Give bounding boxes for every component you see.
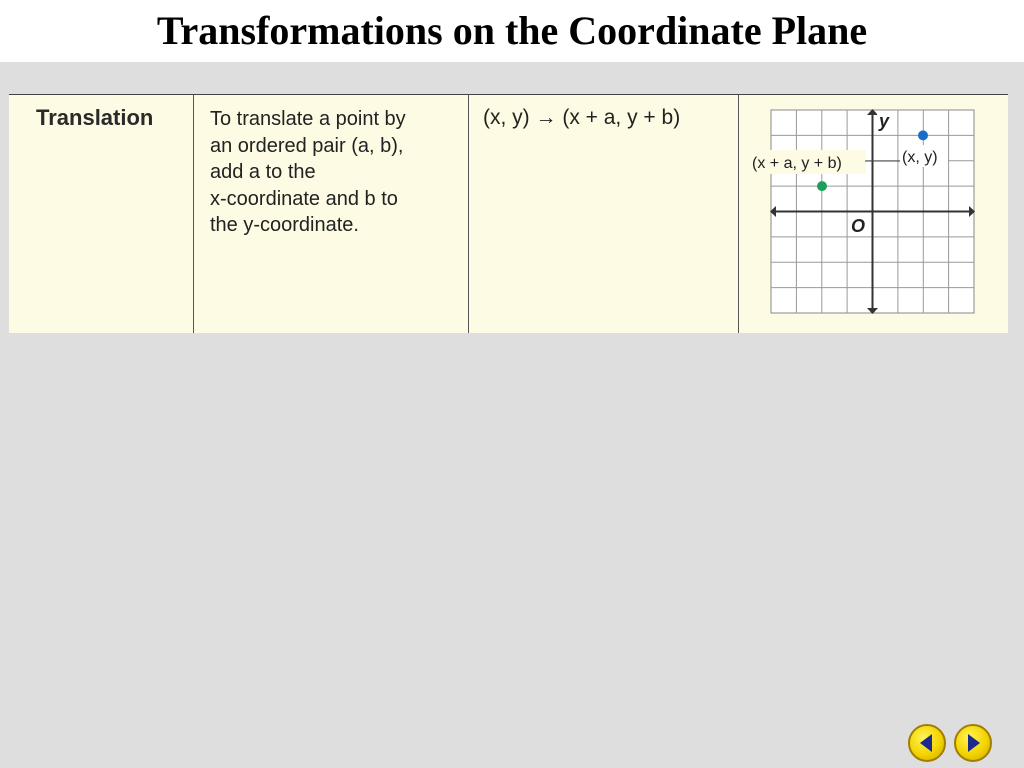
term-label: Translation — [36, 105, 154, 130]
description-cell — [194, 95, 469, 333]
description-line: an ordered pair (a, b), — [210, 134, 404, 157]
description-line: add a to the — [210, 161, 316, 183]
description-line: x-coordinate and b to — [210, 187, 398, 210]
original-point-label: (x, y) — [902, 149, 938, 166]
description-line: To translate a point by — [210, 108, 406, 130]
rule-cell — [469, 95, 739, 333]
arrow-right-icon — [956, 726, 990, 760]
y-axis-label: y — [879, 111, 890, 131]
coordinate-graph — [740, 103, 980, 323]
next-slide-button[interactable] — [954, 724, 992, 762]
description-text — [210, 106, 465, 239]
slide-title: Transformations on the Coordinate Plane — [156, 8, 868, 53]
arrow-left-icon — [910, 726, 944, 760]
translation-rule: (x, y) → (x + a, y + b) — [483, 106, 681, 129]
image-point — [817, 181, 827, 191]
image-point-label: (x + a, y + b) — [752, 155, 842, 172]
term-cell — [9, 95, 194, 333]
title-bar — [0, 0, 1024, 62]
original-point — [918, 130, 928, 140]
previous-slide-button[interactable] — [908, 724, 946, 762]
description-line: the y-coordinate. — [210, 214, 359, 236]
origin-label: O — [851, 216, 866, 236]
